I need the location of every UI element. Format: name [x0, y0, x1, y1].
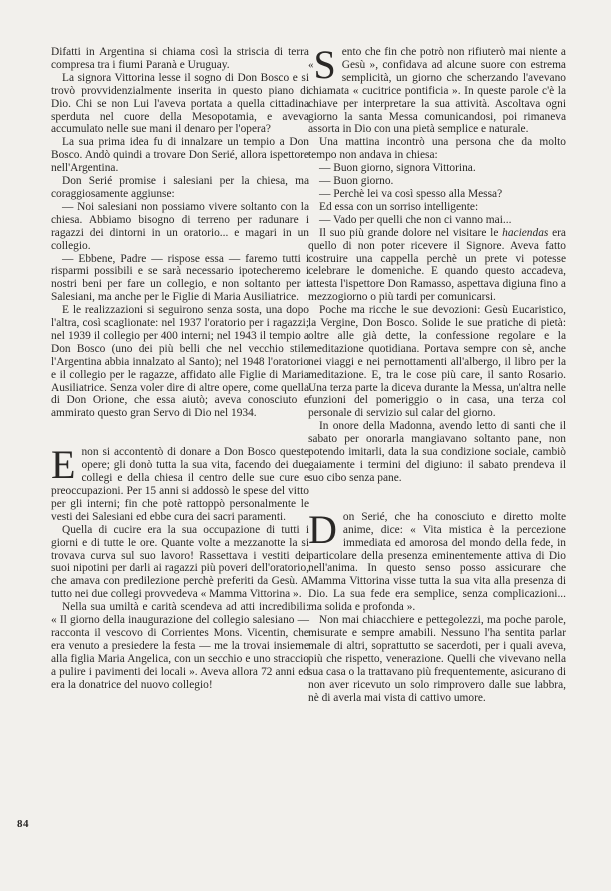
opening-quote: «	[308, 59, 314, 71]
italic-word: haciendas	[502, 226, 549, 239]
drop-cap: E	[51, 442, 76, 488]
paragraph: — Buon giorno.	[319, 175, 394, 188]
paragraph: Poche ma ricche le sue devozioni: Gesù Eucaristico, la Vergine, Don Bosco. Solide le sue pratiche di pietà: oltre alle già dette, la confessione regolare e la meditazione quotidiana. Portava sempre con sè, anche nei viaggi e nei pernottamenti all'albergo, il libro per la meditazione. E, tra le cose più care, il santo Rosario. Una terza parte la diceva durante la Messa, un'altra nelle funzioni del pomeriggio o in casa, una terza col personale di servizio sul calar del giorno.	[308, 304, 566, 420]
paragraph: — Ebbene, Padre — rispose essa — faremo tutti i risparmi possibili e se sarà necessario ipotecheremo i nostri beni per fare un collegio, e non soltanto per i Salesiani, ma anche per le Figlie di Maria Ausiliatrice.	[51, 252, 309, 304]
paragraph: Ed essa con un sorriso intelligente:	[319, 200, 479, 213]
paragraph-with-dropcap	[51, 442, 309, 523]
paragraph: La signora Vittorina lesse il sogno di Don Bosco e si trovò provvidenzialmente inserita in questo piano di Dio. Chi se non Lui l'aveva portata a quella cittadina sperduta nel cuore della Mesopotamia, e aveva accumulato nelle sue mani il denaro per l'opera?	[51, 71, 309, 136]
drop-cap	[308, 42, 342, 87]
text-fragment: Il suo più grande dolore nel visitare le	[319, 226, 503, 239]
page-number: 84	[17, 818, 29, 830]
paragraph: Una mattina incontrò una persona che da molto tempo non andava in chiesa:	[308, 136, 566, 162]
text-fragment: era quello di non poter ricevere il Signore. Aveva fatto costruire una cappella perchè un prete vi potesse celebrare le domeniche. E quando questo accadeva, attesta l'ispettore Don Ramasso, aspettava digiuna fino a mezzogiorno o più tardi per comunicarsi.	[308, 226, 566, 304]
left-column	[51, 46, 309, 692]
paragraph: E le realizzazioni si seguirono senza sosta, una dopo l'altra, così scaglionate: nel 1937 l'oratorio per i ragazzi; nel 1939 il collegio per 400 interni; nel 1943 il tempio a Don Bosco (uno dei più belli che nel vecchio stile l'Argentina abbia innalzato al Santo); nel 1948 l'oratorio e il collegio per le ragazze, affidato alle Figlie di Maria Ausiliatrice. Senza voler dire di altre opere, come quella di Don Orione, che essa aiutò; aveva conosciuto e ammirato questo gran Servo di Dio nel 1934.	[51, 304, 309, 420]
paragraph: — Vado per quelli che non ci vanno mai...	[319, 213, 512, 226]
paragraph-with-dropcap	[308, 42, 566, 136]
paragraph-text: non si accontentò di donare a Don Bosco queste opere; gli donò tutta la sua vita, facendo dei due collegi e della chiesa il centro delle sue cure e preoccupazioni. Per 15 anni si addossò le spese del vitto per gli interni; fin che potè rattoppò personalmente le vesti dei Salesiani ed ebbe cura dei sacri paramenti.	[51, 446, 309, 523]
right-column	[308, 42, 566, 704]
paragraph: Non mai chiacchiere e pettegolezzi, ma poche parole, misurate e sempre amabili. Nessuno l'ha sentita parlar male di altri, soprattutto se sacerdoti, per i quali aveva, più che rispetto, venerazione. Quelli che vivevano nella sua casa o la trattavano più frequentemente, asicurano di non aver ricevuto un solo rimprovero dalle sue labbra, nè di averla mai vista di cattivo umore.	[308, 614, 566, 704]
paragraph-text: on Serié, che ha conosciuto e diretto molte anime, dice: « Vita mistica è la percezione immediata ed amorosa del mondo della fede, in particolare della presenza eminentemente attiva di Dio nell'anima. In questo senso posso assicurare che Mamma Vittorina visse tutta la sua vita alla presenza di Dio. La sua fede era semplice, senza complicazioni... ma solida e profonda ».	[308, 510, 566, 614]
paragraph-with-dropcap	[308, 506, 566, 614]
left-section-b	[51, 442, 309, 691]
paragraph: — Perchè lei va così spesso alla Messa?	[319, 187, 503, 200]
right-section-b	[308, 506, 566, 705]
right-section-a	[308, 42, 566, 485]
drop-cap-letter: S	[313, 42, 336, 87]
paragraph: — Noi salesiani non possiamo vivere soltanto con la chiesa. Abbiamo bisogno di terreno per radunare i ragazzi dei dintorni in un oratorio... e magari in un collegio.	[51, 200, 309, 252]
paragraph: In onore della Madonna, avendo letto di santi che il sabato per onorarla mangiavano soltanto pane, non potendo imitarli, data la sua condizione sociale, cambiò gaiamente i termini del digiuno: il sabato prendeva il suo cibo senza pane.	[308, 420, 566, 484]
drop-cap: D	[308, 506, 337, 552]
paragraph: — Buon giorno, signora Vittorina.	[319, 162, 476, 175]
paragraph: Nella sua umiltà e carità scendeva ad atti incredibili: « Il giorno della inaugurazione del collegio salesiano — racconta il vescovo di Corrientes Mons. Vicentin, che era venuto a presiedere la festa — me la trovai insieme alla figlia Maria Angelica, con un secchio e uno straccio a pulire i pavimenti dei locali ». Aveva allora 72 anni ed era la donatrice del nuovo collegio!	[51, 601, 309, 691]
paragraph: Difatti in Argentina si chiama così la striscia di terra compresa tra i fiumi Paranà e Uruguay.	[51, 46, 309, 71]
left-section-a	[51, 46, 309, 420]
paragraph	[308, 227, 566, 304]
paragraph: Don Serié promise i salesiani per la chiesa, ma coraggiosamente aggiunse:	[51, 175, 309, 200]
paragraph-text: ento che fin che potrò non rifiuterò mai niente a Gesù », confidava ad alcune suore con estrema semplicità, un giorno che scherzando l'avevano chiamata « cucitrice pontificia ». In queste parole c'è la chiave per interpretare la sua attività. Ascoltava ogni giorno la santa Messa comunicandosi, poi rimaneva assorta in Dio con una pietà semplice e naturale.	[308, 46, 566, 136]
paragraph: La sua prima idea fu di innalzare un tempio a Don Bosco. Andò quindi a trovare Don Serié, allora ispettore nell'Argentina.	[51, 136, 309, 175]
paragraph: Quella di cucire era la sua occupazione di tutti i giorni e di tutte le ore. Quante volte a mezzanotte la si trovava curva sul suo lavoro! Rassettava i vestiti dei suoi nipotini per darli ai ragazzi più poveri dell'oratorio, che amava con predilezione perchè preferiti da Gesù. A tutto nei due collegi provvedeva « Mamma Vittorina ».	[51, 523, 309, 601]
